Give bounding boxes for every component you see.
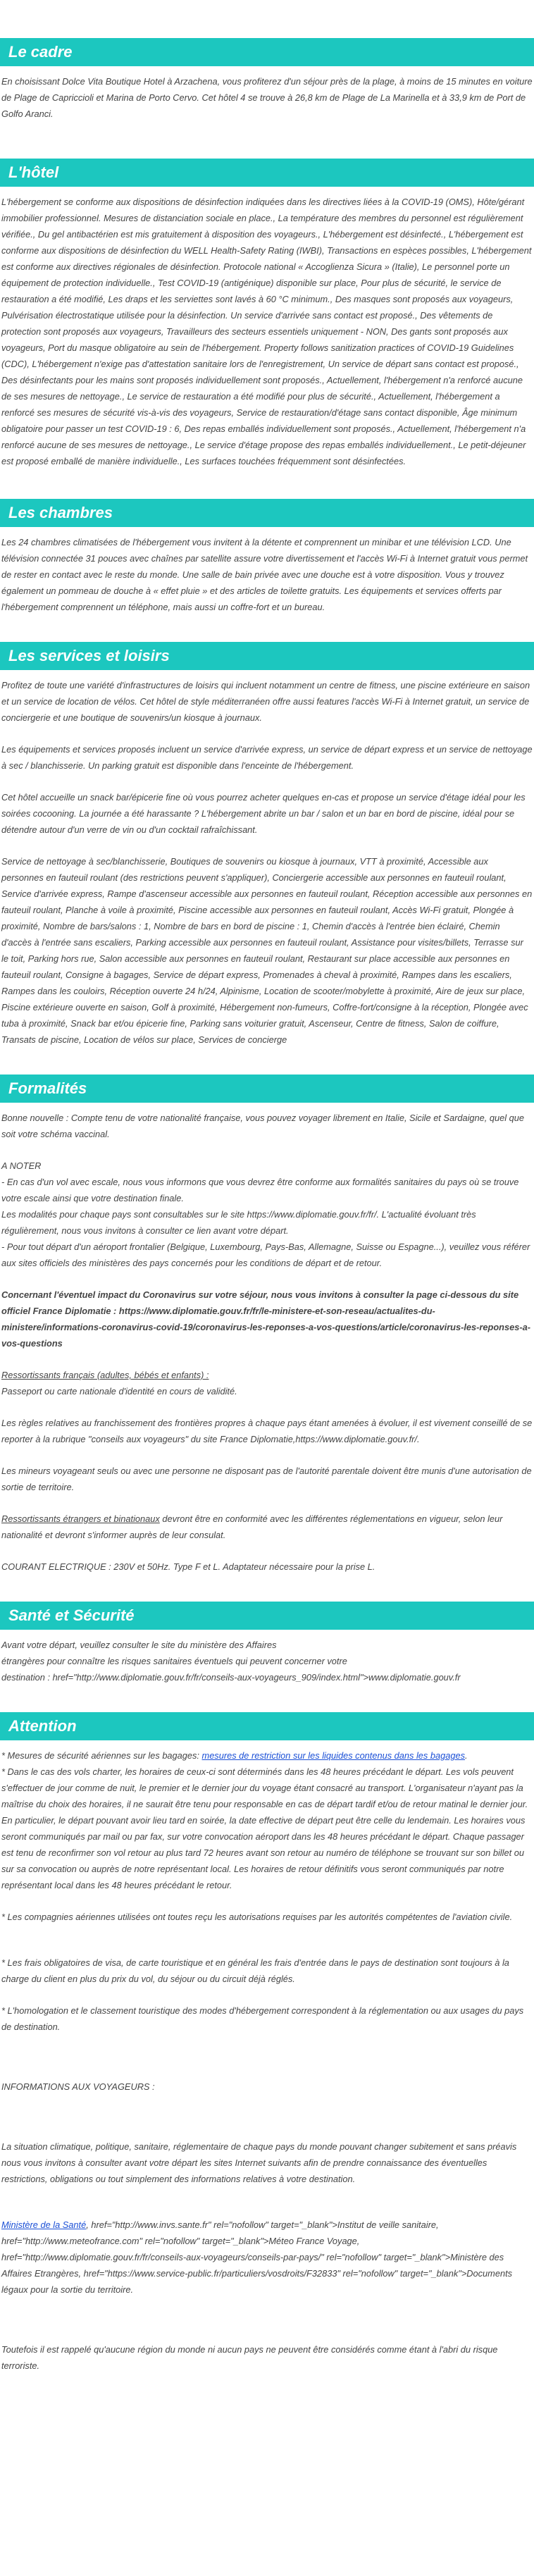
services-paragraph: Profitez de toute une variété d'infrastructures de loisirs qui incluent notamment un centre de fitness, une piscine extérieure en saison et un service de location de vélos. Cet hôtel de style méditerranéen offre aussi features l'accès Wi-Fi à Internet gratuit, un service de conciergerie et une boutique de souvenirs/un kiosque à journaux. bbox=[1, 680, 530, 723]
attention-line: La situation climatique, politique, sanitaire, réglementaire de chaque pays du monde pouvant changer subitement et sans préavis bbox=[1, 2141, 517, 2152]
section-header bbox=[0, 1602, 534, 1630]
hotel-text: L'hébergement se conforme aux dispositions de désinfection indiquées dans les directives liées à la COVID-19 (OMS), Hôte/gérant immobilier professionnel. Mesures de distanciation sociale en place., La température des membres du personnel est régulièrement vérifiée., Du gel antibactérien est mis gratuitement à disposition des voyageurs., L'hébergement est désinfecté., L'hébergement est conforme aux dispositions de désinfection du WELL Health-Safety Rating (IWBI), Transactions en espèces possibles, L'hébergement est conforme aux directives régionales de désinfection. Protocole national « Accoglienza Sicura » (Italie), Le personnel porte un équipement de protection individuelle., Test COVID-19 (antigénique) disponible sur place, Pour plus de sécurité, le service de restauration a été modifié, Les draps et les serviettes sont lavés à 60 °C minimum., Des masques sont proposés aux voyageurs, Pulvérisation électrostatique utilisée pour la désinfection. Un service d'arrivée sans contact est proposé., Des vêtements de protection sont proposés aux voyageurs, Travailleurs des secteurs essentiels uniquement - NON, Des gants sont proposés aux voyageurs, Port du masque obligatoire au sein de l'hébergement. Property follows sanitization practices of COVID-19 Guidelines (CDC), L'hébergement n'exige pas d'attestation sanitaire lors de l'enregistrement, Un service de départ sans contact est proposé., Des désinfectants pour les mains sont proposés individuellement sont proposés., Actuellement, l'hébergement n'a renforcé aucune de ses mesures de nettoyage., Le service de restauration a été modifié pour plus de sécurité., Actuellement, l'hébergement a renforcé ses mesures de sécurité vis-à-vis des voyageurs, Service de restauration/d'étage sans contact disponible, Âge minimum obligatoire pour passer un test COVID-19 : 6, Des repas emballés individuellement sont proposés., Actuellement, l'hébergement n'a renforcé aucune de ses mesures de nettoyage., Le service d'étage propose des repas emballés individuellement., Le petit-déjeuner est proposé emballé de manière individuelle., Les surfaces touchées fréquemment sont désinfectées. bbox=[1, 197, 532, 466]
section-body bbox=[0, 1747, 534, 2374]
section-header bbox=[0, 642, 534, 670]
section-body bbox=[0, 534, 534, 615]
ressortissants-etrangers-text: devront être en conformité avec les différentes réglementations en vigueur, selon leur nationalité et devront s'informer auprès de leur consulat. bbox=[1, 1513, 503, 1540]
services-paragraph: Cet hôtel accueille un snack bar/épicerie fine où vous pourrez acheter quelques en-cas et propose un service d'étage idéal pour les soirées cocooning. La journée a été harassante ? L'hébergement abrite un bar / salon et un bar en bord de piscine, idéal pour se détendre autour d'un verre de vin ou d'un cocktail rafraîchissant. bbox=[1, 792, 526, 835]
ressortissants-etrangers-label: Ressortissants étrangers et binationaux bbox=[1, 1513, 160, 1524]
formalites-paragraph: Bonne nouvelle : Compte tenu de votre nationalité française, vous pouvez voyager librement en Italie, Sicile et Sardaigne, quel que soit votre schéma vaccinal. bbox=[1, 1113, 524, 1139]
formalites-paragraph bbox=[1, 1174, 533, 1271]
attention-paragraph: * L'homologation et le classement touristique des modes d'hébergement correspondent à la réglementation ou aux usages du pays de destination. bbox=[1, 2005, 524, 2032]
a-noter-label: A NOTER bbox=[1, 1160, 42, 1171]
section-body bbox=[0, 73, 534, 122]
section-header bbox=[0, 1712, 534, 1740]
section-title: Santé et Sécurité bbox=[8, 1606, 135, 1625]
attention-paragraph: * Les compagnies aériennes utilisées ont toutes reçu les autorisations requises par les autorités compétentes de l'aviation civile. bbox=[1, 1912, 513, 1922]
services-paragraph: Les équipements et services proposés incluent un service d'arrivée express, un service de départ express et un service de nettoyage à sec / blanchisserie. Un parking gratuit est disponible dans l'enceinte de l'hébergement. bbox=[1, 744, 533, 771]
section-cadre bbox=[0, 38, 534, 122]
section-formalites bbox=[0, 1075, 534, 1575]
section-title: Le cadre bbox=[8, 43, 73, 61]
ministere-sante-link[interactable]: Ministère de la Santé bbox=[1, 2219, 87, 2230]
sante-line: étrangères pour connaître les risques sanitaires éventuels qui peuvent concerner votre bbox=[1, 1656, 347, 1666]
section-title: Formalités bbox=[8, 1079, 87, 1098]
section-title: L'hôtel bbox=[8, 163, 59, 182]
section-body bbox=[0, 1637, 534, 1685]
section-title: Les chambres bbox=[8, 504, 113, 522]
section-body bbox=[0, 677, 534, 1048]
attention-links-text: , href="http://www.invs.sante.fr" rel="nofollow" target="_blank">Institut de veille sanitaire, href="http://www.meteofrance.com" rel="nofollow" target="_blank">Méteo France Voyage, href="http://www.diplomatie.gouv.fr/fr/conseils-aux-voyageurs/conseils-par-pays/" rel="nofollow" target="_blank">Ministère des Affaires Etrangères, href="https://www.service-public.fr/particuliers/vosdroits/F32833" rel="nofollow" target="_blank">Documents légaux pour la sortie du territoire. bbox=[1, 2219, 513, 2295]
attention-text: . bbox=[464, 1750, 468, 1761]
section-title: Les services et loisirs bbox=[8, 647, 170, 665]
note-line: - Pour tout départ d'un aéroport frontalier (Belgique, Luxembourg, Pays-Bas, Allemagne, Suisse ou Espagne...), veuillez vous référer aux sites officiels des ministères des pays concernés pour les conditions de départ et de retour. bbox=[1, 1241, 530, 1268]
attention-paragraph bbox=[1, 2217, 533, 2298]
attention-paragraph: * Dans le cas des vols charter, les horaires de ceux-ci sont déterminés dans les 48 heures précédant le départ. Les vols peuvent s'effectuer de jour comme de nuit, le premier et le dernier jour du voyage étant consacré au transport. L'organisateur n'ayant pas la maîtrise du choix des horaires, il ne saurait être tenu pour responsable en cas de départ tardif et/ou de retour matinal le dernier jour. En particulier, le départ pouvant avoir lieu tard en soirée, la date effective de départ peut être celle du lendemain. Les horaires vous seront communiqués par mail ou par fax, sur votre convocation aéroport dans les 48 heures précédant le départ. Chaque passager est tenu de reconfirmer son vol retour au plus tard 72 heures avant son retour au numéro de téléphone se trouvant sur son billet ou sur sa convocation ou auprès de notre représentant local. Les horaires de retour définitifs vous seront communiqués par notre représentant local dans les 48 heures précédant le retour. bbox=[1, 1766, 528, 1890]
chambres-text: Les 24 chambres climatisées de l'hébergement vous invitent à la détente et comprennent un minibar et une télévision LCD. Une télévision connectée 31 pouces avec chaînes par satellite assure votre divertissement et l'accès Wi-Fi à Internet gratuit vous permet de rester en contact avec le reste du monde. Une salle de bain privée avec une douche est à votre disposition. Vous y trouvez également un pommeau de douche à « effet pluie » et des articles de toilette gratuits. Les équipements et services offerts par l'hébergement comprennent un téléphone, mais aussi un coffre-fort et un bureau. bbox=[1, 537, 528, 612]
section-sante bbox=[0, 1602, 534, 1685]
liquids-restriction-link[interactable]: mesures de restriction sur les liquides contenus dans les bagages bbox=[201, 1750, 465, 1761]
services-list: Service de nettoyage à sec/blanchisserie, Boutiques de souvenirs ou kiosque à journaux, VTT à proximité, Accessible aux personnes en fauteuil roulant (des restrictions peuvent s'appliquer), Conciergerie accessible aux personnes en fauteuil roulant, Service d'arrivée express, Rampe d'ascenseur accessible aux personnes en fauteuil roulant, Réception accessible aux personnes en fauteuil roulant, Planche à voile à proximité, Piscine accessible aux personnes en fauteuil roulant, Accès Wi-Fi gratuit, Plongée à proximité, Nombre de bars/salons : 1, Nombre de bars en bord de piscine : 1, Chemin d'accès à l'entrée bien éclairé, Chemin d'accès à l'entrée sans escaliers, Parking accessible aux personnes en fauteuil roulant, Assistance pour visites/billets, Terrasse sur le toit, Parking hors rue, Salon accessible aux personnes en fauteuil roulant, Restaurant sur place accessible aux personnes en fauteuil roulant, Consigne à bagages, Service de départ express, Promenades à cheval à proximité, Rampes dans les escaliers, Rampes dans les couloirs, Réception ouverte 24 h/24, Alpinisme, Location de scooter/mobylette à proximité, Aire de jeux sur place, Piscine extérieure ouverte en saison, Golf à proximité, Hébergement non-fumeurs, Coffre-fort/consigne à la réception, Plongée avec tuba à proximité, Snack bar et/ou épicerie fine, Parking sans voiturier gratuit, Ascenseur, Centre de fitness, Salon de coiffure, Transats de piscine, Location de vélos sur place, Services de concierge bbox=[1, 856, 533, 1045]
attention-line bbox=[1, 1747, 533, 1764]
formalites-paragraph: Les mineurs voyageant seuls ou avec une personne ne disposant pas de l'autorité parentale doivent être munis d'une autorisation de sortie de territoire. bbox=[1, 1466, 532, 1492]
cadre-text: En choisissant Dolce Vita Boutique Hotel à Arzachena, vous profiterez d'un séjour près de la plage, à moins de 15 minutes en voiture de Plage de Capriccioli et Marina de Porto Cervo. Cet hôtel 4 se trouve à 26,8 km de Plage de La Marinella et à 33,9 km de Port de Golfo Aranci. bbox=[1, 76, 533, 119]
attention-text: * Mesures de sécurité aériennes sur les bagages: bbox=[1, 1750, 202, 1761]
note-line: - En cas d'un vol avec escale, nous vous informons que vous devrez être conforme aux formalités sanitaires du pays où se trouve votre escale ainsi que votre destination finale. bbox=[1, 1177, 519, 1203]
coronavirus-notice: Concernant l'éventuel impact du Coronavirus sur votre séjour, nous vous invitons à consulter la page ci-dessous du site officiel France Diplomatie : https://www.diplomatie.gouv.fr/fr/le-ministere-et-son-reseau/actualites-du-ministere/informations-coronavirus-covid-19/coronavirus-les-reponses-a-vos-questions/article/coronavirus-les-reponses-a-vos-questions bbox=[1, 1289, 530, 1349]
attention-paragraph bbox=[1, 2138, 533, 2187]
section-header bbox=[0, 38, 534, 66]
section-title: Attention bbox=[8, 1717, 77, 1735]
section-header bbox=[0, 499, 534, 527]
sante-line: Avant votre départ, veuillez consulter le site du ministère des Affaires bbox=[1, 1640, 277, 1650]
courant-electrique: COURANT ELECTRIQUE : 230V et 50Hz. Type F et L. Adaptateur nécessaire pour la prise L. bbox=[1, 1561, 375, 1572]
formalites-paragraph bbox=[1, 1511, 533, 1543]
sante-text bbox=[1, 1637, 533, 1685]
section-body bbox=[0, 194, 534, 469]
attention-line: nous vous invitons à consulter avant votre départ les sites Internet suivants afin de prendre connaissance des éventuelles restrictions, obligations ou tout simplement des informations relatives à votre destination. bbox=[1, 2157, 488, 2184]
section-chambres bbox=[0, 499, 534, 615]
section-header bbox=[0, 1075, 534, 1103]
note-line: Les modalités pour chaque pays sont consultables sur le site https://www.diplomatie.gouv.fr/fr/. L'actualité évoluant très régulièrement, nous vous invitons à consulter ce lien avant votre départ. bbox=[1, 1209, 476, 1236]
ressortissants-fr-label: Ressortissants français (adultes, bébés et enfants) : bbox=[1, 1370, 209, 1380]
ressortissants-fr-text: Passeport ou carte nationale d'identité en cours de validité. bbox=[1, 1386, 237, 1397]
section-attention bbox=[0, 1712, 534, 2374]
formalites-paragraph bbox=[1, 1367, 533, 1399]
attention-paragraph: * Les frais obligatoires de visa, de carte touristique et en général les frais d'entrée dans le pays de destination sont toujours à la charge du client en plus du prix du vol, du séjour ou du circuit déjà réglés. bbox=[1, 1957, 509, 1984]
attention-paragraph: Toutefois il est rappelé qu'aucune région du monde ni aucun pays ne peuvent être considérés comme étant à l'abri du risque terroriste. bbox=[1, 2344, 498, 2371]
formalites-paragraph: Les règles relatives au franchissement des frontières propres à chaque pays étant amenées à évoluer, il est vivement conseillé de se reporter à la rubrique "conseils aux voyageurs" du site France Diplomatie,https://www.diplomatie.gouv.fr/. bbox=[1, 1418, 533, 1444]
sante-line: destination : href="http://www.diplomatie.gouv.fr/fr/conseils-aux-voyageurs_909/index.html">www.diplomatie.gouv.fr bbox=[1, 1672, 461, 1683]
section-hotel bbox=[0, 159, 534, 469]
section-services bbox=[0, 642, 534, 1048]
informations-voyageurs: INFORMATIONS AUX VOYAGEURS : bbox=[1, 2081, 155, 2092]
section-header bbox=[0, 159, 534, 187]
section-body bbox=[0, 1110, 534, 1575]
